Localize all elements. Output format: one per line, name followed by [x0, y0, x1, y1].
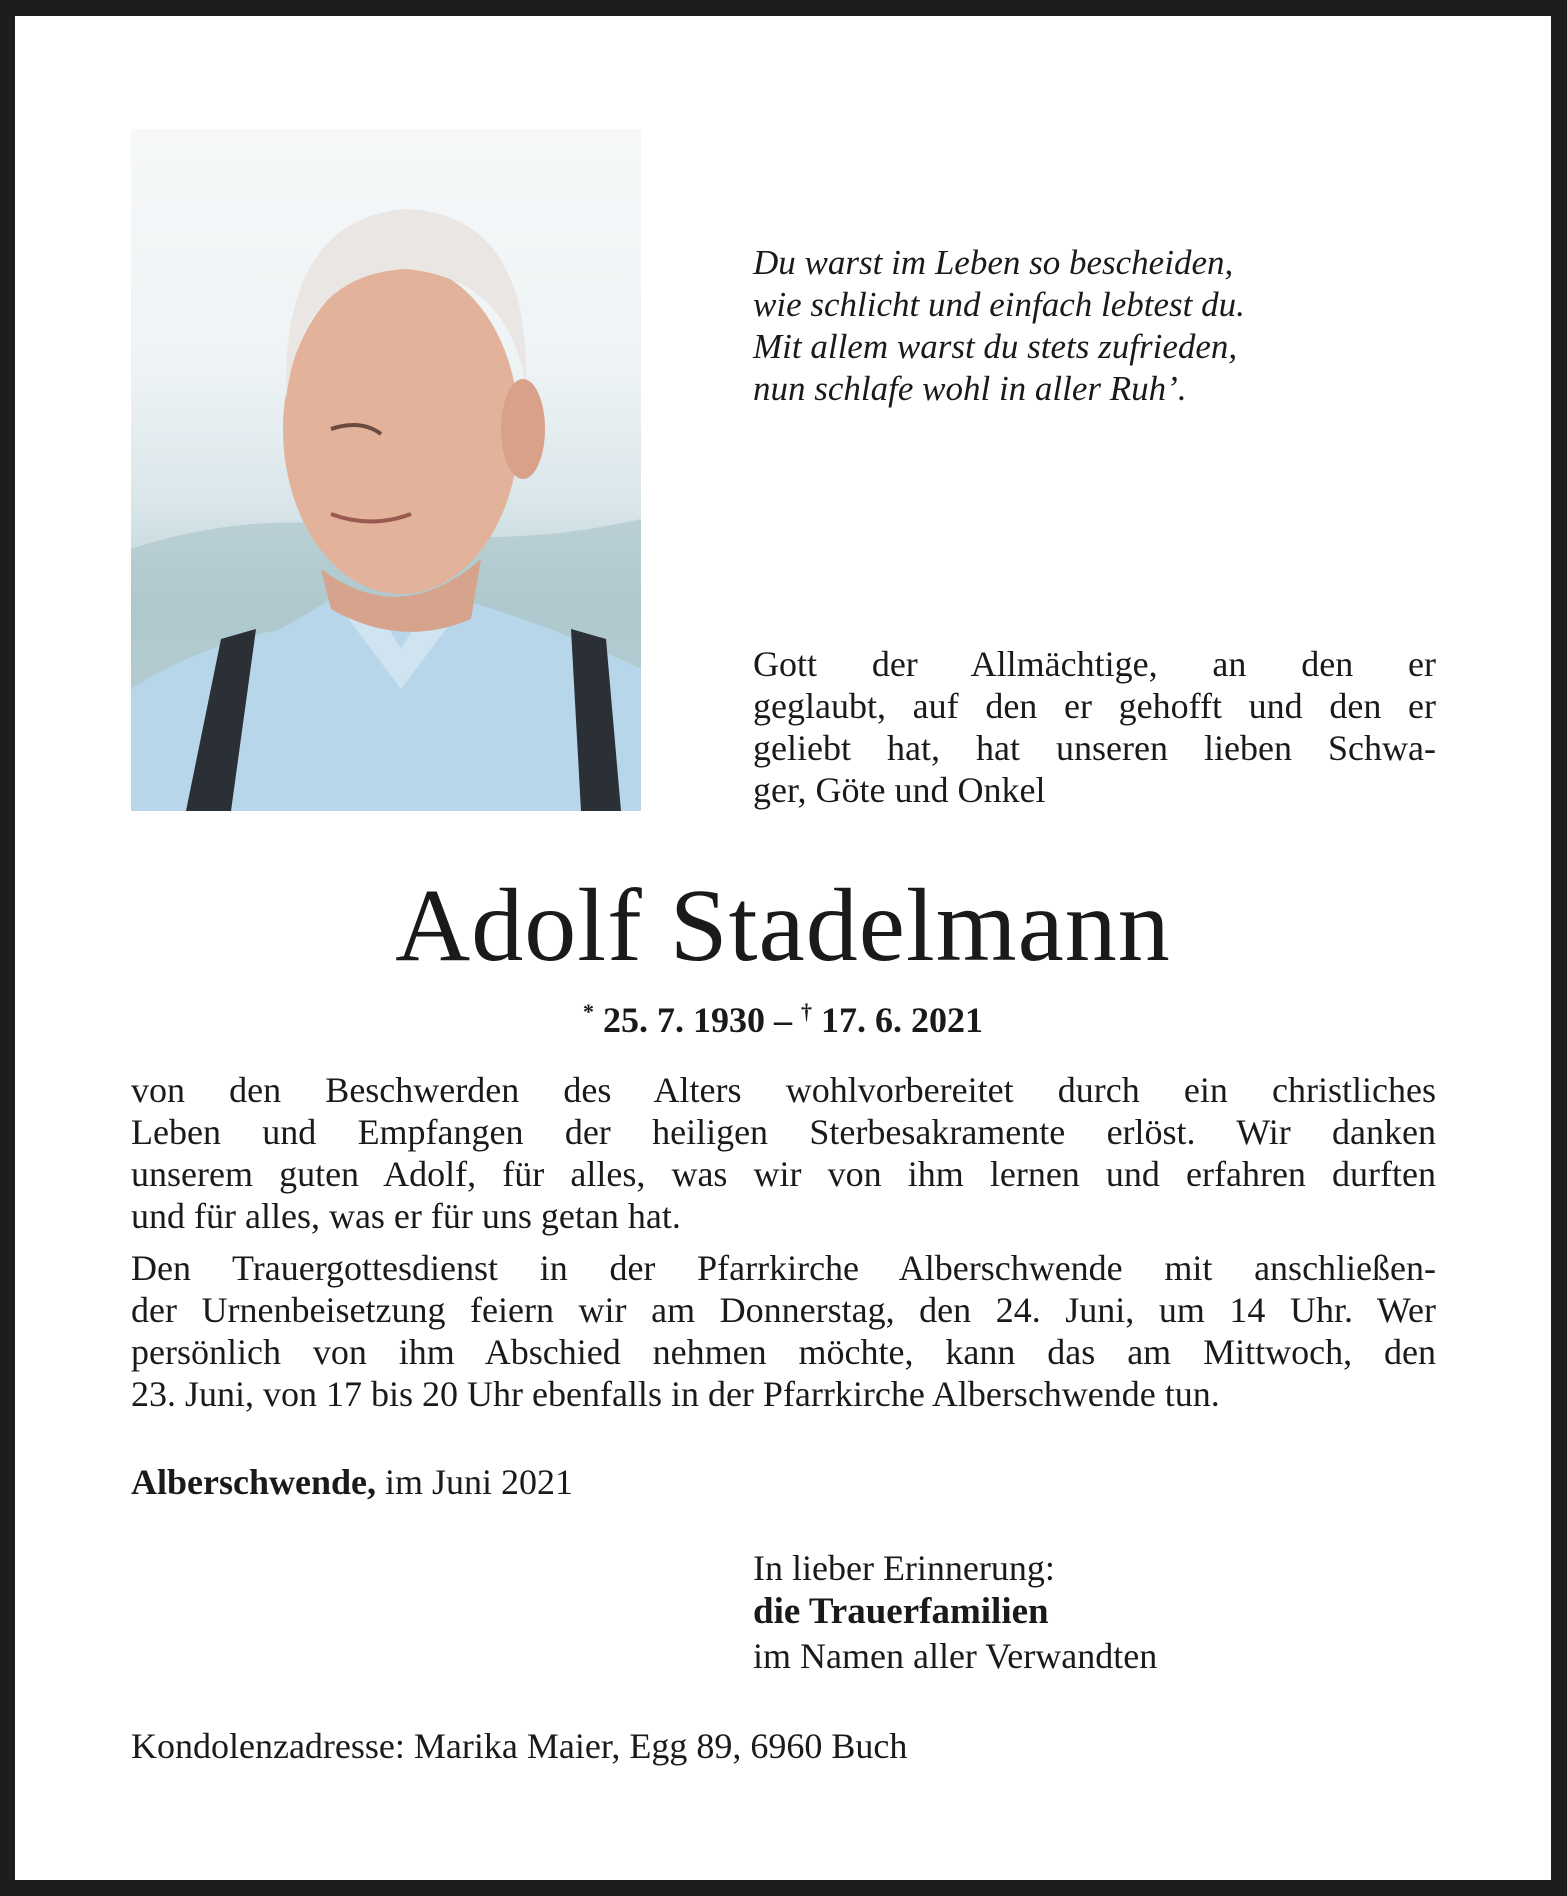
place-date	[131, 1461, 573, 1503]
poem-line: Du warst im Leben so bescheiden,	[753, 243, 1234, 282]
date-separator: –	[774, 1000, 792, 1040]
birth-date: 25. 7. 1930	[603, 1000, 765, 1040]
body-line: und für alles, was er für uns getan hat.	[131, 1196, 681, 1236]
body-line: unserem guten Adolf, für alles, was wir von ihm lernen und erfahren durften	[131, 1154, 1436, 1194]
body-line: der Urnenbeisetzung feiern wir am Donnerstag, den 24. Juni, um 14 Uhr. Wer	[131, 1290, 1436, 1330]
intro-line: geglaubt, auf den er gehofft und den er	[753, 686, 1436, 726]
signature-intro: In lieber Erinnerung:	[753, 1548, 1055, 1588]
life-dates	[15, 999, 1551, 1041]
body-line: Den Trauergottesdienst in der Pfarrkirche Alberschwende mit anschließen-	[131, 1248, 1436, 1288]
signature-family: die Trauerfamilien	[753, 1591, 1049, 1632]
obituary-page	[15, 16, 1551, 1880]
memorial-poem	[753, 242, 1245, 410]
condolence-address: Kondolenzadresse: Marika Maier, Egg 89, 6960 Buch	[131, 1726, 908, 1766]
deceased-name: Adolf Stadelmann	[395, 868, 1171, 983]
place-town: Alberschwende,	[131, 1462, 376, 1502]
poem-line: Mit allem warst du stets zufrieden,	[753, 327, 1238, 366]
body-line: Leben und Empfangen der heiligen Sterbesakramente erlöst. Wir danken	[131, 1112, 1436, 1152]
birth-symbol: *	[583, 999, 594, 1024]
body-line: persönlich von ihm Abschied nehmen möchte, kann das am Mittwoch, den	[131, 1332, 1436, 1372]
portrait-photo	[131, 129, 641, 811]
signature-block	[753, 1546, 1157, 1678]
intro-line: geliebt hat, hat unseren lieben Schwa-	[753, 728, 1436, 768]
intro-line: Gott der Allmächtige, an den er	[753, 644, 1436, 684]
body-line: von den Beschwerden des Alters wohlvorbereitet durch ein christliches	[131, 1070, 1436, 1110]
place-month: im Juni 2021	[376, 1462, 574, 1502]
intro-line: ger, Göte und Onkel	[753, 770, 1046, 810]
death-symbol: †	[801, 999, 812, 1024]
obituary-body	[131, 1069, 1436, 1415]
death-date: 17. 6. 2021	[821, 1000, 983, 1040]
signature-note: im Namen aller Verwandten	[753, 1636, 1158, 1676]
poem-line: nun schlafe wohl in aller Ruh’.	[753, 369, 1187, 408]
poem-line: wie schlicht und einfach lebtest du.	[753, 285, 1245, 324]
body-line: 23. Juni, von 17 bis 20 Uhr ebenfalls in der Pfarrkirche Alberschwende tun.	[131, 1374, 1220, 1414]
portrait-illustration	[131, 129, 641, 811]
intro-text	[753, 643, 1436, 811]
